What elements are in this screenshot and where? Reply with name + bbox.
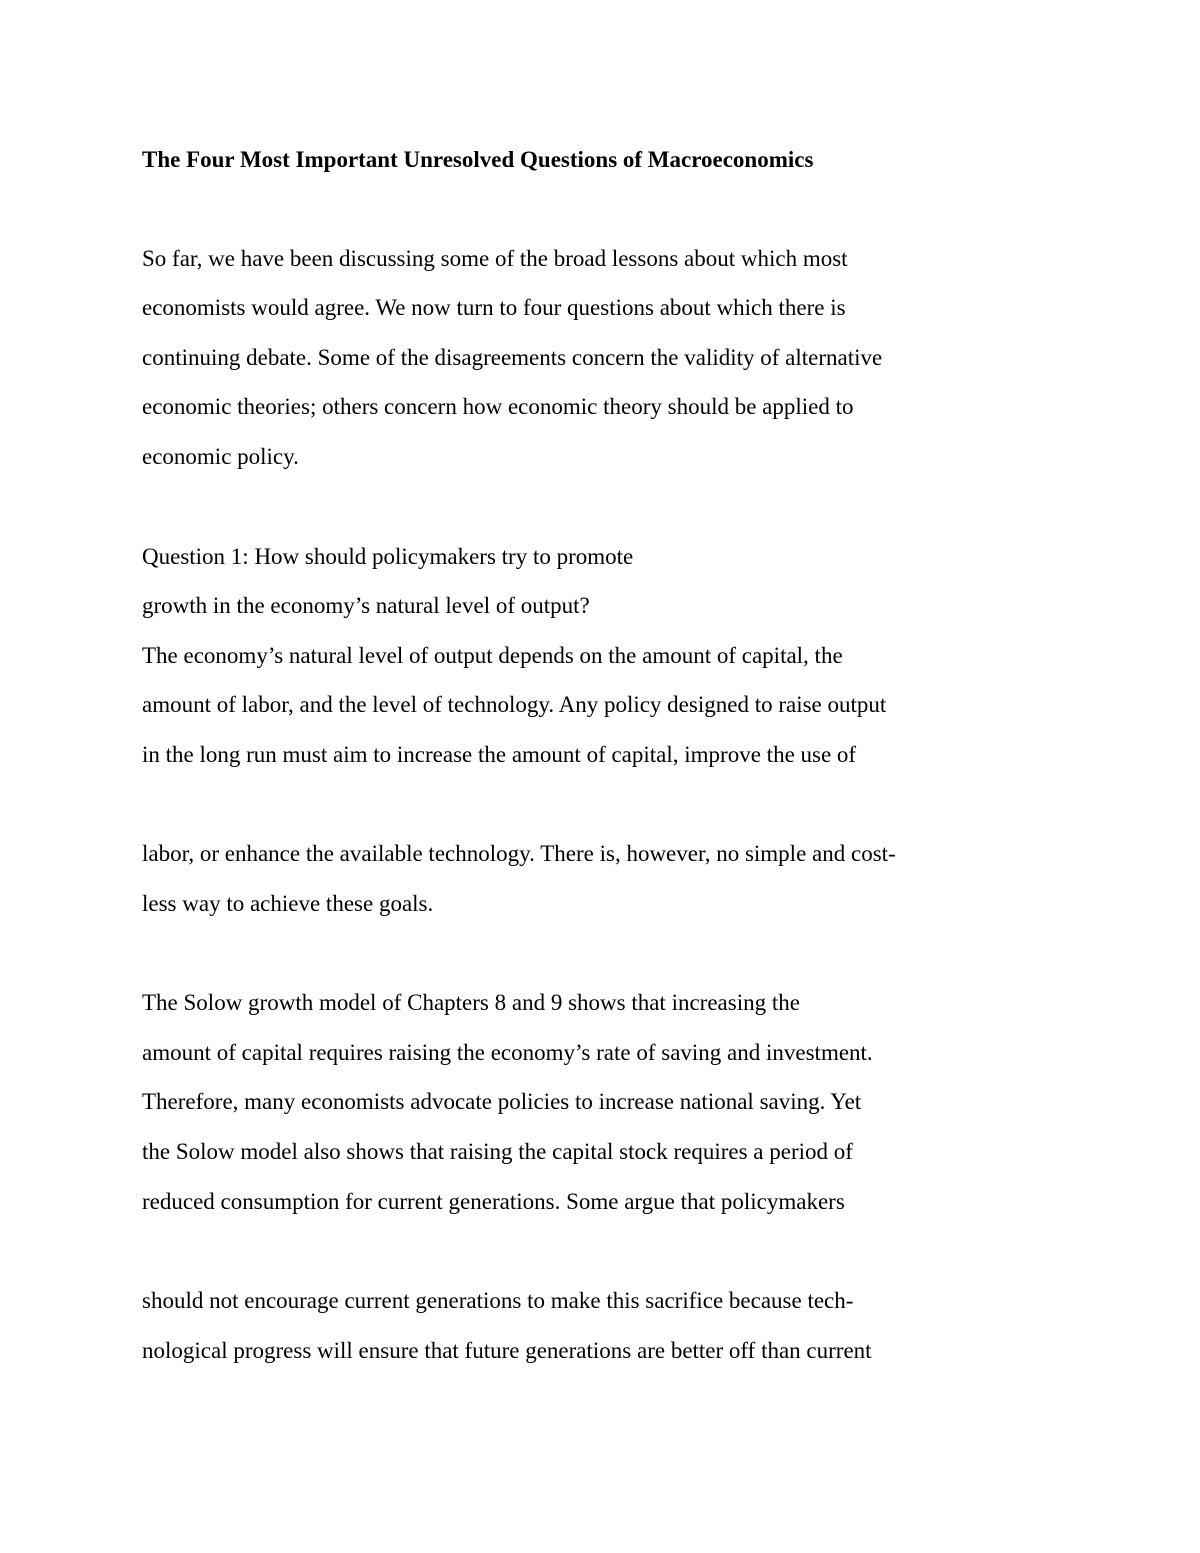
text-line: economic theories; others concern how economic theory should be applied to	[142, 394, 854, 419]
text-line: amount of labor, and the level of technology. Any policy designed to raise output	[142, 692, 887, 717]
text-line: should not encourage current generations to make this sacrifice because tech-	[142, 1288, 854, 1313]
question-heading-line: growth in the economy’s natural level of output?	[142, 593, 590, 618]
text-line: economists would agree. We now turn to four questions about which there is	[142, 295, 846, 320]
text-line: less way to achieve these goals.	[142, 891, 434, 916]
text-line: nological progress will ensure that future generations are better off than current	[142, 1338, 872, 1363]
text-line: reduced consumption for current generations. Some argue that policymakers	[142, 1189, 845, 1214]
text-line: labor, or enhance the available technology. There is, however, no simple and cost-	[142, 841, 896, 866]
text-line: continuing debate. Some of the disagreements concern the validity of alternative	[142, 345, 883, 370]
text-line: The Solow growth model of Chapters 8 and 9 shows that increasing the	[142, 990, 800, 1015]
document-title: The Four Most Important Unresolved Questions of Macroeconomics	[142, 147, 814, 172]
text-line: economic policy.	[142, 444, 299, 469]
text-line: the Solow model also shows that raising the capital stock requires a period of	[142, 1139, 853, 1164]
text-line: The economy’s natural level of output depends on the amount of capital, the	[142, 643, 843, 668]
question-heading-line: Question 1: How should policymakers try to promote	[142, 544, 634, 569]
text-line: Therefore, many economists advocate policies to increase national saving. Yet	[142, 1089, 862, 1114]
text-line: So far, we have been discussing some of the broad lessons about which most	[142, 246, 848, 271]
text-line: amount of capital requires raising the economy’s rate of saving and investment.	[142, 1040, 873, 1065]
text-line: in the long run must aim to increase the amount of capital, improve the use of	[142, 742, 857, 767]
